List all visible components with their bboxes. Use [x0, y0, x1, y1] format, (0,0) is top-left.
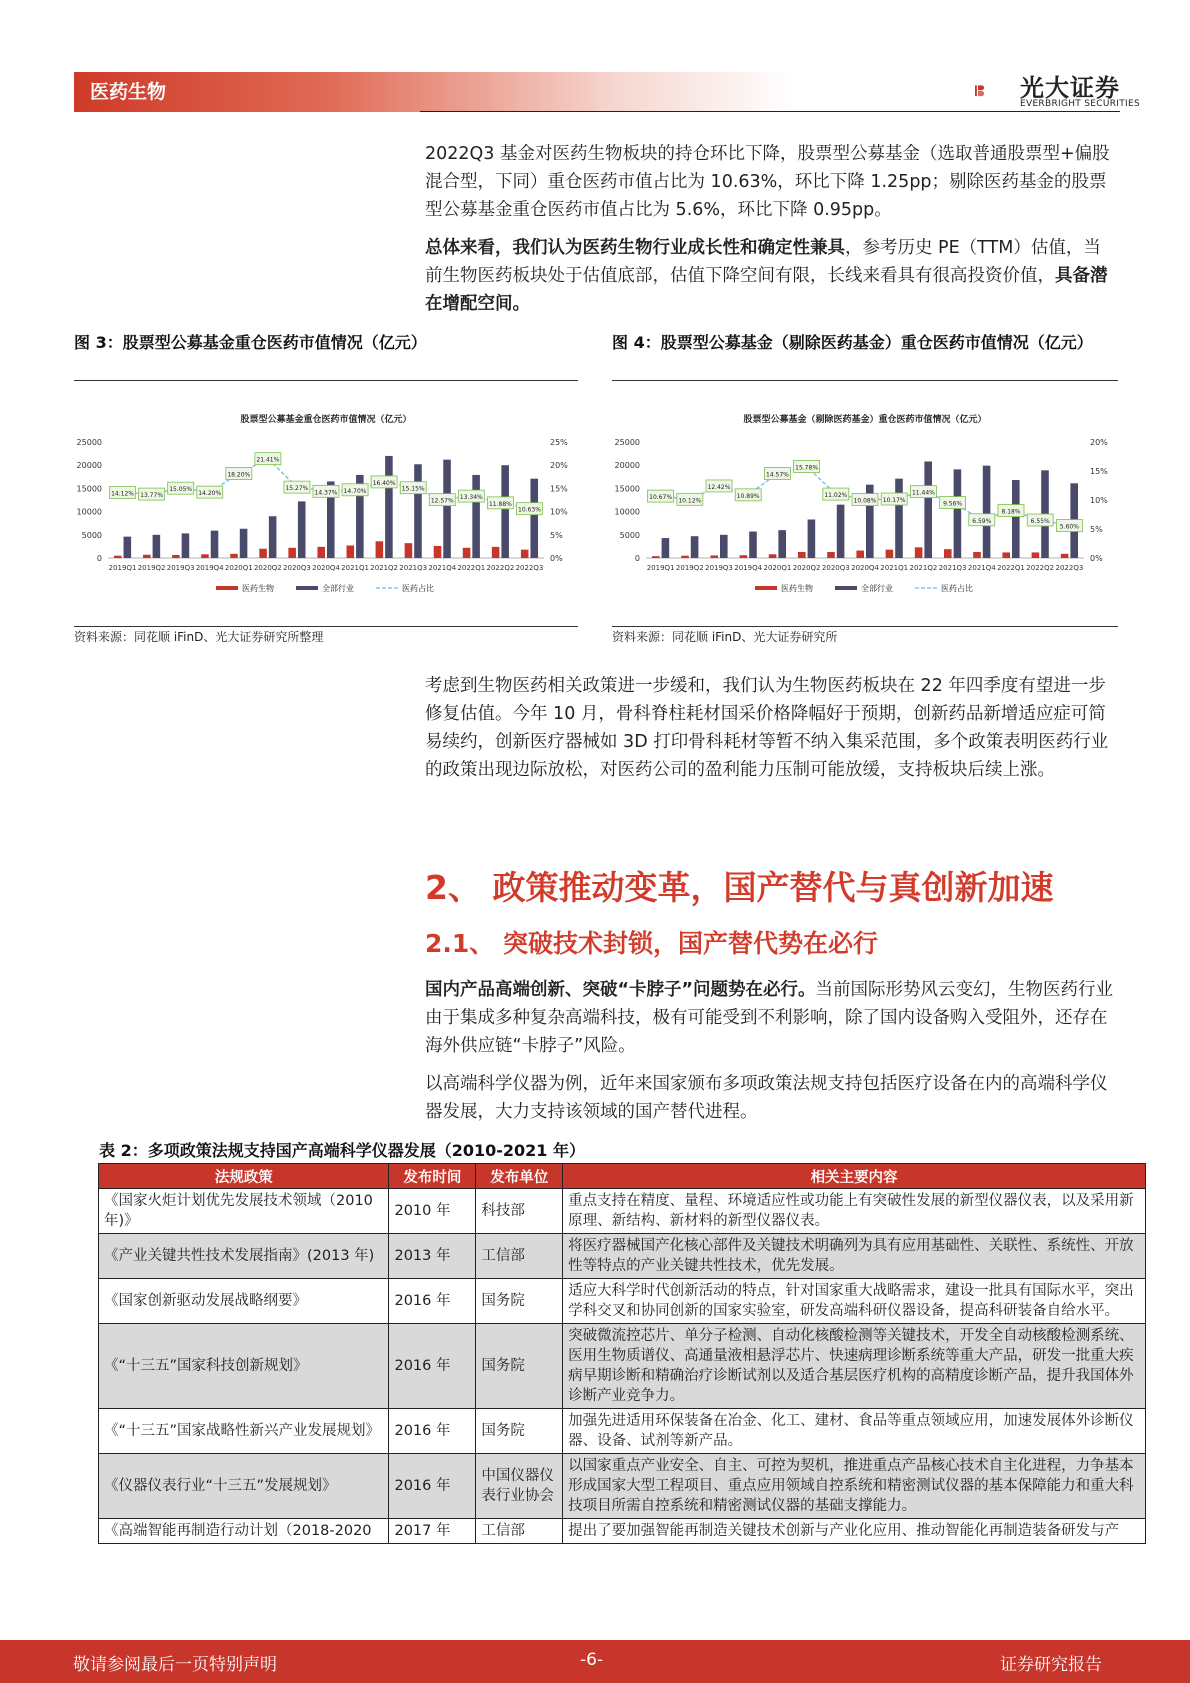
x-tick-label: 2022Q3	[515, 564, 544, 572]
ratio-data-label: 12.57%	[430, 497, 454, 505]
bar-pharma	[681, 556, 689, 558]
x-tick-label: 2022Q3	[1055, 564, 1084, 572]
x-tick-label: 2021Q3	[938, 564, 967, 572]
cell-policy: 《“十三五”国家战略性新兴产业发展规划》	[99, 1409, 389, 1454]
y2-tick-label: 0%	[550, 554, 563, 563]
x-tick-label: 2020Q3	[821, 564, 850, 572]
paragraph-summary	[425, 234, 1117, 318]
y2-tick-label: 25%	[550, 438, 568, 447]
figure4-chart	[612, 400, 1118, 610]
table-header-row	[99, 1164, 1146, 1189]
bar-all-industry	[1012, 480, 1020, 558]
bottleneck-text: 当前国际形势风云变幻，生物医药行业由于集成多种复杂高端科技，极有可能受到不利影响，除了国内设备购入受阻外，还存在海外供应链“卡脖子”风险。	[425, 980, 1114, 1056]
bar-pharma	[434, 546, 442, 558]
legend-label-ratio: 医药占比	[402, 584, 434, 593]
cell-date: 2016 年	[389, 1409, 476, 1454]
bar-all-industry	[298, 501, 306, 558]
bottleneck-bold: 国内产品高端创新、突破“卡脖子”问题势在必行。	[425, 980, 816, 1000]
cell-date: 2013 年	[389, 1234, 476, 1279]
y-tick-label: 25000	[614, 438, 640, 447]
summary-text: ，参考历史 PE（TTM）估值，当前生物医药板块处于估值底部，估值下降空间有限，长线来看具有很高投资价值，	[425, 238, 1101, 286]
x-tick-label: 2021Q4	[428, 564, 457, 572]
legend-swatch-all-industry	[296, 586, 318, 590]
table-row	[99, 1519, 1146, 1544]
table-title: 表 2：多项政策法规支持国产高端科学仪器发展（2010-2021 年）	[99, 1141, 585, 1160]
cell-date: 2010 年	[389, 1189, 476, 1234]
y-tick-label: 10000	[76, 507, 102, 517]
figure3-chart	[74, 400, 578, 610]
cell-issuer: 国务院	[476, 1324, 563, 1409]
x-tick-label: 2019Q1	[646, 564, 675, 572]
ratio-data-label: 6.59%	[972, 517, 992, 525]
y2-tick-label: 5%	[1090, 525, 1103, 534]
y2-tick-label: 0%	[1090, 554, 1103, 563]
bar-all-industry	[778, 530, 786, 558]
ratio-data-label: 10.67%	[649, 494, 673, 502]
ratio-data-label: 15.27%	[285, 485, 309, 493]
x-tick-label: 2021Q1	[341, 564, 369, 572]
legend-label-all-industry: 全部行业	[322, 584, 354, 593]
ratio-data-label: 14.12%	[111, 490, 134, 498]
y2-tick-label: 20%	[1090, 438, 1108, 447]
table-row	[99, 1189, 1146, 1234]
ratio-data-label: 15.78%	[795, 464, 819, 472]
cell-date: 2016 年	[389, 1279, 476, 1324]
bar-all-industry	[895, 479, 903, 558]
legend-label-pharma: 医药生物	[242, 584, 274, 593]
bar-pharma	[1002, 552, 1010, 558]
table-row	[99, 1324, 1146, 1409]
table-row	[99, 1279, 1146, 1324]
y-tick-label: 0	[96, 554, 102, 563]
x-tick-label: 2020Q3	[283, 564, 311, 572]
bar-all-industry	[691, 536, 699, 558]
col-header-issuer: 发布单位	[476, 1164, 563, 1189]
x-tick-label: 2019Q1	[108, 564, 137, 572]
ratio-data-label: 14.57%	[765, 471, 789, 479]
bar-pharma	[405, 543, 413, 558]
x-tick-label: 2020Q4	[851, 564, 879, 572]
bar-pharma	[492, 547, 500, 558]
ratio-data-label: 15.05%	[169, 486, 193, 494]
figure4-bottom-rule	[612, 626, 1118, 627]
ratio-data-label: 16.40%	[372, 479, 396, 487]
bar-all-industry	[808, 519, 816, 558]
figure4-title: 图 4：股票型公募基金（剔除医药基金）重仓医药市值情况（亿元）	[612, 333, 1093, 352]
bar-all-industry	[443, 460, 451, 558]
subsection-heading-2-1: 2.1、 突破技术封锁，国产替代势在必行	[425, 929, 878, 958]
bar-all-industry	[182, 533, 190, 558]
paragraph-bottleneck	[425, 976, 1117, 1060]
x-tick-label: 2020Q2	[792, 564, 821, 572]
bar-pharma	[973, 552, 981, 558]
bar-all-industry	[385, 456, 393, 558]
bar-pharma	[944, 549, 952, 558]
cell-date: 2016 年	[389, 1324, 476, 1409]
cell-issuer: 工信部	[476, 1234, 563, 1279]
figure3-source: 资料来源：同花顺 iFinD、光大证券研究所整理	[74, 630, 324, 644]
ratio-data-label: 15.15%	[401, 485, 425, 493]
x-tick-label: 2020Q1	[224, 564, 253, 572]
x-tick-label: 2019Q4	[734, 564, 763, 572]
cell-content: 加强先进适用环保装备在冶金、化工、建材、食品等重点领域应用，加速发展体外诊断仪器、设备、试剂等新产品。	[563, 1409, 1146, 1454]
bar-all-industry	[124, 537, 132, 558]
bar-pharma	[317, 547, 325, 558]
logo-bar-icon	[975, 85, 977, 96]
y-tick-label: 20000	[76, 461, 102, 471]
bar-all-industry	[749, 532, 757, 558]
bar-pharma	[376, 541, 384, 558]
bar-pharma	[740, 555, 748, 558]
x-tick-label: 2022Q1	[457, 564, 486, 572]
bar-pharma	[769, 554, 777, 558]
bar-pharma	[915, 547, 923, 558]
y-tick-label: 5000	[81, 530, 102, 540]
bar-pharma	[710, 555, 718, 558]
y2-tick-label: 10%	[1090, 496, 1108, 505]
cell-policy: 《国家创新驱动发展战略纲要》	[99, 1279, 389, 1324]
x-tick-label: 2022Q1	[997, 564, 1025, 572]
bar-pharma	[172, 555, 180, 558]
bar-pharma	[1032, 552, 1040, 558]
cell-policy: 《国家火炬计划优先发展技术领域（2010 年)》	[99, 1189, 389, 1234]
cell-date: 2016 年	[389, 1454, 476, 1519]
bar-all-industry	[983, 466, 991, 558]
ratio-data-label: 11.02%	[824, 492, 848, 500]
footer-report-type: 证券研究报告	[1000, 1655, 1102, 1675]
legend-swatch-all-industry	[835, 586, 857, 590]
cell-policy: 《仪器仪表行业“十三五”发展规划》	[99, 1454, 389, 1519]
bar-all-industry	[414, 464, 422, 558]
cell-issuer: 工信部	[476, 1519, 563, 1544]
bar-pharma	[288, 548, 296, 558]
legend-label-all-industry: 全部行业	[861, 584, 893, 593]
ratio-data-label: 10.63%	[518, 506, 541, 514]
y-tick-label: 20000	[614, 461, 640, 471]
chart-title: 股票型公募基金重仓医药市值情况（亿元）	[240, 415, 412, 425]
bar-all-industry	[240, 529, 248, 558]
summary-bold-end: 具备潜在增配空间。	[425, 266, 1108, 314]
figure4-source: 资料来源：同花顺 iFinD、光大证券研究所	[612, 630, 838, 644]
cell-policy: 《“十三五”国家科技创新规划》	[99, 1324, 389, 1409]
bar-pharma	[143, 555, 151, 558]
bar-pharma	[827, 552, 835, 558]
company-name: 光大证券	[1020, 74, 1120, 102]
section-title: 医药生物	[90, 81, 167, 103]
paragraph-holdings: 2022Q3 基金对医药生物板块的持仓环比下降，股票型公募基金（选取普通股票型+偏股混合型，下同）重仓医药市值占比为 10.63%，环比下降 1.25pp；剔除医药基金的股票型公募基金重仓医药市值占比为 5.6%，环比下降 0.95pp。	[425, 144, 1110, 220]
bar-pharma	[230, 554, 238, 558]
legend-swatch-pharma	[755, 586, 777, 590]
ratio-data-label: 12.42%	[707, 483, 731, 491]
chart-title: 股票型公募基金（剔除医药基金）重仓医药市值情况（亿元）	[743, 415, 987, 425]
bar-all-industry	[530, 479, 538, 558]
ratio-data-label: 21.41%	[256, 456, 280, 464]
bar-pharma	[856, 551, 864, 558]
bar-all-industry	[837, 505, 845, 558]
logo-curve-top-icon	[978, 85, 984, 90]
ratio-data-label: 11.44%	[911, 489, 935, 497]
company-logo	[975, 66, 1015, 116]
x-tick-label: 2022Q2	[486, 564, 515, 572]
policy-table	[98, 1163, 1146, 1544]
bar-all-industry	[153, 535, 161, 558]
x-tick-label: 2019Q2	[137, 564, 166, 572]
ratio-data-label: 14.20%	[198, 490, 222, 498]
figure3-top-rule	[74, 380, 578, 381]
bar-pharma	[652, 556, 660, 558]
y-tick-label: 15000	[614, 484, 640, 494]
y-tick-label: 25000	[76, 438, 102, 447]
cell-policy: 《产业关键共性技术发展指南》(2013 年)	[99, 1234, 389, 1279]
summary-bold: 总体来看，我们认为医药生物行业成长性和确定性兼具	[425, 238, 845, 258]
x-tick-label: 2019Q3	[166, 564, 195, 572]
cell-date: 2017 年	[389, 1519, 476, 1544]
bar-all-industry	[662, 538, 670, 558]
bar-pharma	[463, 548, 471, 558]
ratio-data-label: 14.37%	[314, 489, 338, 497]
ratio-data-label: 6.55%	[1030, 518, 1050, 526]
bar-pharma	[798, 552, 806, 558]
cell-issuer: 国务院	[476, 1409, 563, 1454]
figure3-bottom-rule	[74, 626, 578, 627]
bar-all-industry	[720, 535, 728, 558]
x-tick-label: 2020Q1	[763, 564, 792, 572]
cell-content: 重点支持在精度、量程、环境适应性或功能上有突破性发展的新型仪器仪表，以及采用新原理、新结构、新材料的新型仪器仪表。	[563, 1189, 1146, 1234]
cell-content: 适应大科学时代创新活动的特点，针对国家重大战略需求，建设一批具有国际水平，突出学科交叉和协同创新的国家实验室，研发高端科研仪器设备，提高科研装备自给水平。	[563, 1279, 1146, 1324]
cell-policy: 《高端智能再制造行动计划（2018-2020	[99, 1519, 389, 1544]
col-header-policy: 法规政策	[99, 1164, 389, 1189]
cell-content: 以国家重点产业安全、自主、可控为契机，推进重点产品核心技术自主化进程，力争基本形成国家大型工程项目、重点应用领域自控系统和精密测试仪器的基本保障能力和重大科技项目所需自控系统和精密测试仪器的基础支撑能力。	[563, 1454, 1146, 1519]
ratio-data-label: 18.20%	[227, 471, 251, 479]
y2-tick-label: 15%	[1090, 467, 1108, 476]
col-header-content: 相关主要内容	[563, 1164, 1146, 1189]
cell-issuer: 科技部	[476, 1189, 563, 1234]
logo-curve-bottom-icon	[978, 91, 984, 96]
x-tick-label: 2021Q2	[370, 564, 399, 572]
legend-swatch-pharma	[216, 586, 238, 590]
paragraph-policy-easing: 考虑到生物医药相关政策进一步缓和，我们认为生物医药板块在 22 年四季度有望进一步修复估值。今年 10 月，骨科脊柱耗材国采价格降幅好于预期，创新药品新增适应症可简易续约，创新医疗器械如 3D 打印骨科耗材等暂不纳入集采范围，多个政策表明医药行业的政策出现边际放松，对医药公司的盈利能力压制可能放缓，支持板块后续上涨。	[425, 676, 1109, 780]
x-tick-label: 2021Q2	[909, 564, 938, 572]
footer-disclaimer: 敬请参阅最后一页特别声明	[73, 1655, 277, 1675]
cell-issuer: 中国仪器仪表行业协会	[476, 1454, 563, 1519]
ratio-data-label: 14.70%	[343, 487, 367, 495]
ratio-data-label: 10.89%	[736, 492, 760, 500]
cell-issuer: 国务院	[476, 1279, 563, 1324]
table-row	[99, 1234, 1146, 1279]
ratio-data-label: 8.18%	[1001, 508, 1021, 516]
x-tick-label: 2021Q3	[399, 564, 428, 572]
y-tick-label: 15000	[76, 484, 102, 494]
cell-content: 将医疗器械国产化核心部件及关键技术明确列为具有应用基础性、关联性、系统性、开放性等特点的产业关键共性技术，优先发展。	[563, 1234, 1146, 1279]
cell-content: 突破微流控芯片、单分子检测、自动化核酸检测等关键技术，开发全自动核酸检测系统、医用生物质谱仪、高通量液相悬浮芯片、快速病理诊断系统等重大产品，研发一批重大疾病早期诊断和精确治疗诊断试剂以及适合基层医疗机构的高精度诊断产品，提升我国体外诊断产业竞争力。	[563, 1324, 1146, 1409]
figure4-top-rule	[612, 380, 1118, 381]
ratio-data-label: 5.60%	[1059, 523, 1079, 531]
table-row	[99, 1409, 1146, 1454]
bar-pharma	[259, 549, 267, 558]
bar-pharma	[521, 550, 529, 558]
table-row	[99, 1454, 1146, 1519]
x-tick-label: 2021Q4	[967, 564, 996, 572]
section-heading-2: 2、 政策推动变革，国产替代与真创新加速	[425, 868, 1054, 907]
company-name-en: EVERBRIGHT SECURITIES	[1020, 99, 1140, 109]
x-tick-label: 2021Q1	[880, 564, 909, 572]
paragraph-instruments: 以高端科学仪器为例，近年来国家颁布多项政策法规支持包括医疗设备在内的高端科学仪器发展，大力支持该领域的国产替代进程。	[425, 1074, 1108, 1122]
bar-all-industry	[211, 531, 219, 558]
bar-all-industry	[269, 516, 277, 558]
bar-pharma	[347, 545, 355, 558]
legend-label-ratio: 医药占比	[941, 584, 973, 593]
ratio-data-label: 10.12%	[678, 497, 702, 505]
y2-tick-label: 15%	[550, 484, 568, 494]
ratio-data-label: 13.34%	[459, 494, 483, 502]
legend-label-pharma: 医药生物	[781, 584, 813, 593]
x-tick-label: 2020Q4	[312, 564, 340, 572]
x-tick-label: 2020Q2	[253, 564, 282, 572]
ratio-data-label: 11.88%	[488, 500, 512, 508]
y-tick-label: 10000	[614, 507, 640, 517]
col-header-date: 发布时间	[389, 1164, 476, 1189]
bar-pharma	[201, 554, 209, 558]
bar-pharma	[886, 550, 894, 558]
ratio-data-label: 10.17%	[882, 497, 906, 505]
bar-all-industry	[924, 461, 932, 558]
y-tick-label: 5000	[619, 530, 640, 540]
figure3-title: 图 3：股票型公募基金重仓医药市值情况（亿元）	[74, 333, 427, 352]
x-tick-label: 2022Q2	[1026, 564, 1055, 572]
bar-pharma	[1061, 554, 1069, 558]
ratio-data-label: 9.56%	[943, 500, 963, 508]
ratio-data-label: 10.08%	[853, 497, 877, 505]
y2-tick-label: 10%	[550, 507, 568, 517]
header-rule	[420, 111, 1120, 112]
y2-tick-label: 5%	[550, 530, 563, 540]
y-tick-label: 0	[634, 554, 640, 563]
bar-all-industry	[472, 475, 480, 558]
bar-pharma	[114, 556, 122, 558]
cell-content: 提出了要加强智能再制造关键技术创新与产业化应用、推动智能化再制造装备研发与产	[563, 1519, 1146, 1544]
bar-all-industry	[954, 469, 962, 558]
x-tick-label: 2019Q4	[195, 564, 224, 572]
bar-all-industry	[501, 465, 509, 558]
x-tick-label: 2019Q2	[675, 564, 704, 572]
y2-tick-label: 20%	[550, 461, 568, 471]
header-band	[74, 72, 794, 112]
x-tick-label: 2019Q3	[705, 564, 733, 572]
ratio-data-label: 13.77%	[140, 492, 164, 500]
footer-page-number: -6-	[580, 1650, 604, 1670]
